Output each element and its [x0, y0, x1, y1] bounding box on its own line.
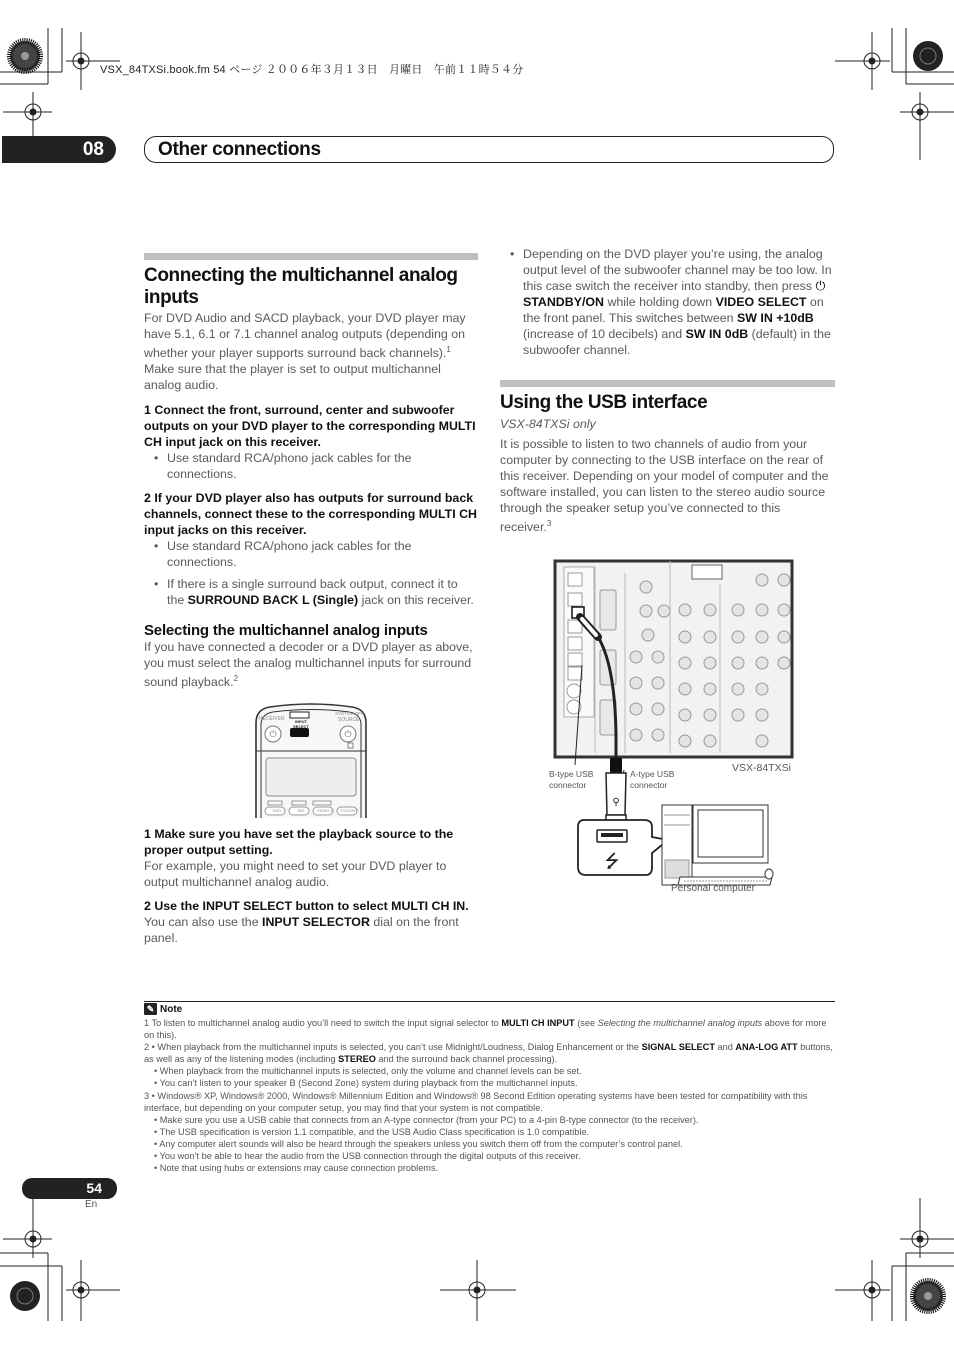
- remote-button-video1: VIDEO 1: [317, 808, 333, 813]
- footnote-ref-2: 2: [233, 674, 239, 684]
- step-2-heading: 2 If your DVD player also has outputs for surround back channels, connect these to the corresponding MULTI CH input jacks on this receiver.: [144, 491, 477, 538]
- footnote-ref-1: 1: [446, 345, 451, 354]
- usb-symbol-icon: ⭍: [604, 851, 620, 871]
- step-1-heading: 1 Connect the front, surround, center and subwoofer outputs on your DVD player to the corresponding MULTI CH input jack on this receiver.: [144, 403, 476, 450]
- footnote-2: 2 • When playback from the multichannel inputs is selected, you can’t use Midnight/Loudness, Dialog Enhancement or the SIGNAL SELECT and ANA-LOG ATT buttons, as well as any of the listening modes (including STEREO and the surround back channel processing).: [144, 1042, 833, 1065]
- usb-body: It is possible to listen to two channels of audio from your computer by connecting to the USB interface on the rear of this receiver. Depending on your model of computer and the software installed, you can listen to the stereo audio source through the speaker setup you’ve connected to this receiver.$^3$: [500, 437, 829, 535]
- input-select-label: INPUT SELECT: [293, 719, 309, 729]
- footnote-2-bullet: • You can’t listen to your speaker B (Second Zone) system during playback from the multichannel inputs.: [154, 1078, 578, 1089]
- usb-connection-diagram: [540, 555, 800, 900]
- footnote-3: 3 • Windows® XP, Windows® 2000, Windows® Millennium Edition and Windows® 98 Second Edition operating systems have been tested for compatibility with this interface, but depending on your computer setup, you may find that your system is not compatible.: [144, 1090, 808, 1113]
- subwoofer-level-bullet: • Depending on the DVD player you’re using, the analog output level of the subwoofer channel may be too low. In this case switch the receiver into standby, then press ⏻ STANDBY/ON while holding down VIDEO SELECT on the front panel. This switches between SW IN +10dB (increase of 10 decibels) and SW IN 0dB (default) in the subwoofer channel.: [500, 246, 835, 358]
- power-icon: ⏻: [815, 279, 826, 293]
- svg-text:⚲: ⚲: [612, 797, 620, 808]
- pencil-note-icon: ✎: [144, 1003, 157, 1015]
- step-2-bullet-1: • Use standard RCA/phono jack cables for the connections.: [144, 538, 478, 570]
- personal-computer-label: Personal computer: [671, 883, 755, 894]
- remote-button-sat: SAT: [297, 808, 305, 813]
- footnote-3-bullet: • Any computer alert sounds will also be heard through the speakers unless you switch them off from the computer’s control panel.: [154, 1138, 683, 1149]
- section-title-usb: Using the USB interface: [500, 392, 708, 413]
- footnote-ref-3: 3: [546, 519, 552, 528]
- model-label: VSX-84TXSi: [732, 762, 791, 774]
- remote-control-illustration: [252, 703, 370, 818]
- selecting-steps: [144, 826, 480, 946]
- language-label: En: [85, 1199, 98, 1210]
- system-off-label: SYSTEM OFF: [335, 711, 364, 716]
- footnote-3-bullet: • Make sure you use a USB cable that connects from an A-type connector (from your PC) to a 4-pin B-type connector (to the receiver).: [154, 1114, 699, 1125]
- subsection-intro: If you have connected a decoder or a DVD player as above, you must select the analog multichannel inputs for surround sound playback.$^2$: [144, 640, 473, 690]
- footnote-3-bullet: • The USB specification is version 1.1 compatible, and the USB Audio Class specification is 1.0 compatible.: [154, 1126, 590, 1137]
- step-1-bullet: • Use standard RCA/phono jack cables for the connections.: [144, 450, 478, 482]
- subsection-title: Selecting the multichannel analog inputs: [144, 622, 428, 640]
- footnote-3-bullet: • You won’t be able to hear the audio from the USB connection through the digital outputs of this receiver.: [154, 1151, 581, 1162]
- footnotes: [144, 1017, 836, 1174]
- note-header: ✎ Note: [144, 1003, 182, 1015]
- receiver-button-label: RECEIVER: [259, 716, 285, 722]
- model-note: VSX-84TXSi only: [500, 417, 596, 431]
- footnote-1: 1 To listen to multichannel analog audio you’ll need to switch the input signal selector to MULTI CH INPUT (see Selecting the multichannel analog inputs above for more on this).: [144, 1018, 827, 1041]
- select-step-2-heading: 2 Use the INPUT SELECT button to select MULTI CH IN.: [144, 899, 469, 913]
- source-label: SOURCE: [338, 717, 360, 723]
- page-number: 54: [22, 1178, 117, 1199]
- right-column: [500, 246, 835, 535]
- footnote-2-bullet: • When playback from the multichannel inputs is selected, only the volume and channel levels can be set.: [154, 1066, 582, 1077]
- usb-section-rule: [500, 380, 835, 387]
- step-2-bullet-2: • If there is a single surround back output, connect it to the SURROUND BACK L (Single) jack on this receiver.: [144, 576, 478, 608]
- chapter-number-tab: 08: [2, 136, 116, 163]
- select-step-2-body: You can also use the INPUT SELECTOR dial on the front panel.: [144, 915, 459, 945]
- chapter-title: Other connections: [158, 139, 321, 160]
- remote-button-tvcont: TV/CONT: [340, 808, 358, 813]
- receiver-rear-panel-illustration: [540, 555, 800, 900]
- remote-button-dvd: DVD: [272, 808, 282, 813]
- footnote-3-bullet: • Note that using hubs or extensions may cause connection problems.: [154, 1163, 439, 1174]
- file-header: VSX_84TXSi.book.fm 54 ページ ２００６年３月１３日 月曜日 午前１１時５４分: [100, 64, 524, 76]
- a-type-usb-label: A-type USB connector: [630, 769, 675, 790]
- svg-text:⏻: ⏻: [269, 729, 277, 739]
- section-rule: [144, 253, 478, 260]
- b-type-usb-label: B-type USB connector: [549, 769, 594, 790]
- select-step-1-body: For example, you might need to set your DVD player to output multichannel analog audio.: [144, 859, 447, 889]
- select-step-1-heading: 1 Make sure you have set the playback source to the proper output setting.: [144, 827, 454, 857]
- svg-text:⏻: ⏻: [344, 729, 352, 739]
- note-rule: [144, 1001, 835, 1002]
- left-column: [144, 253, 478, 690]
- section-title-multichannel: Connecting the multichannel analog inputs: [144, 265, 458, 308]
- intro-paragraph: For DVD Audio and SACD playback, your DVD player may have 5.1, 6.1 or 7.1 channel analog outputs (depending on whether your player supports surround back channels).$^1$ Make sure that the player is set to output multichannel analog audio.: [144, 311, 466, 393]
